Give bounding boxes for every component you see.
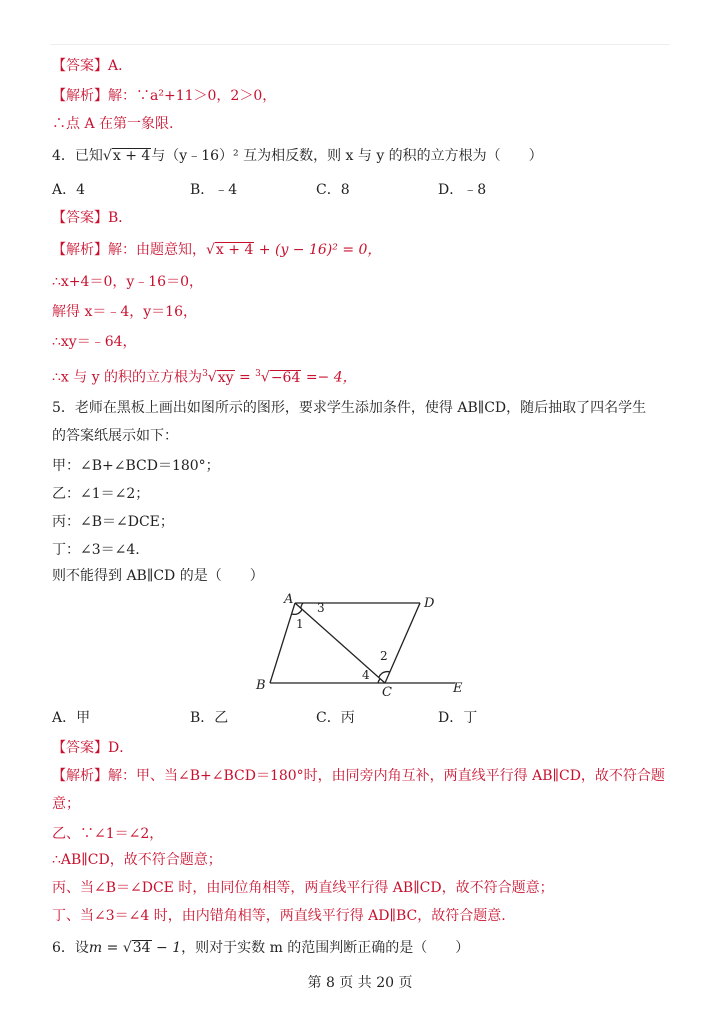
q5-analysis-line6: 丁、当∠3＝∠4 时，由内错角相等，两直线平行得 AD∥BC，故符合题意.	[52, 908, 506, 924]
q5-analysis-line4: ∴AB∥CD，故不符合题意；	[52, 852, 222, 868]
q4-step4: ∴x 与 y 的积的立方根为$^3$√xy = $^3$√−64 =− 4，	[52, 369, 357, 386]
label-a: A	[284, 592, 294, 607]
q5-yi: 乙：∠1＝∠2；	[52, 486, 150, 502]
q5-answer: 【答案】D．	[52, 740, 134, 756]
q5-analysis-line2: 意；	[52, 796, 80, 812]
q5-bing: 丙：∠B＝∠DCE；	[52, 514, 174, 530]
q5-stem-line2: 的答案纸展示如下：	[52, 428, 178, 444]
q5-option-d: D．丁	[438, 710, 478, 726]
q5-option-a: A．甲	[52, 710, 91, 726]
q3-answer: 【答案】A．	[52, 58, 133, 74]
segment-ac	[295, 603, 385, 683]
q5-geometry-figure	[250, 588, 480, 698]
q4-answer: 【答案】B．	[52, 210, 133, 226]
q5-analysis-line1: 【解析】解：甲、当∠B+∠BCD＝180°时，由同旁内角互补，两直线平行得 AB∥CD，故不符合题	[52, 768, 665, 784]
q4-stem: 4．已知√x + 4与（y﹣16）² 互为相反数，则 x 与 y 的积的立方根为（ ）	[52, 148, 543, 164]
angle-3-arc	[301, 603, 303, 609]
label-angle-2: 2	[380, 649, 388, 663]
segment-ab	[270, 603, 295, 683]
q4-option-b: B．﹣4	[190, 182, 238, 198]
segment-dc	[385, 603, 420, 683]
label-angle-4: 4	[362, 668, 370, 682]
q4-analysis: 【解析】解：由题意知，√x + 4 + (y − 16)² = 0，	[52, 242, 382, 258]
header-rule	[50, 44, 670, 45]
q5-option-c: C．丙	[316, 710, 355, 726]
q4-option-c: C．8	[316, 182, 350, 198]
label-d: D	[424, 596, 435, 611]
q5-question: 则不能得到 AB∥CD 的是（ ）	[52, 568, 264, 584]
q5-stem-line1: 5．老师在黑板上画出如图所示的图形，要求学生添加条件，使得 AB∥CD，随后抽取了四名学生	[52, 400, 647, 416]
q4-option-d: D．﹣8	[438, 182, 487, 198]
q4-step2: 解得 x＝﹣4，y＝16，	[52, 304, 197, 320]
q4-step1: ∴x+4＝0，y﹣16＝0，	[52, 274, 203, 290]
label-angle-3: 3	[317, 601, 325, 615]
q5-analysis-line3: 乙、∵∠1＝∠2，	[52, 826, 164, 842]
label-b: B	[256, 678, 266, 693]
q4-step3: ∴xy＝﹣64，	[52, 334, 137, 350]
q5-option-b: B．乙	[190, 710, 229, 726]
q6-stem: 6．设m = √34 − 1，则对于实数 m 的范围判断正确的是（ ）	[52, 940, 470, 956]
page-footer: 第 8 页 共 20 页	[307, 975, 413, 991]
q5-ding: 丁：∠3＝∠4.	[52, 542, 140, 558]
label-angle-1: 1	[296, 617, 304, 631]
q5-jia: 甲：∠B+∠BCD＝180°；	[52, 458, 220, 474]
label-c: C	[382, 685, 392, 698]
q3-conclusion: ∴点 A 在第一象限.	[52, 116, 174, 132]
q3-analysis: 【解析】解：∵a²+11＞0，2＞0，	[52, 88, 277, 104]
q5-analysis-line5: 丙、当∠B＝∠DCE 时，由同位角相等，两直线平行得 AB∥CD，故不符合题意；	[52, 880, 554, 896]
label-e: E	[453, 681, 463, 696]
q4-option-a: A．4	[52, 182, 86, 198]
